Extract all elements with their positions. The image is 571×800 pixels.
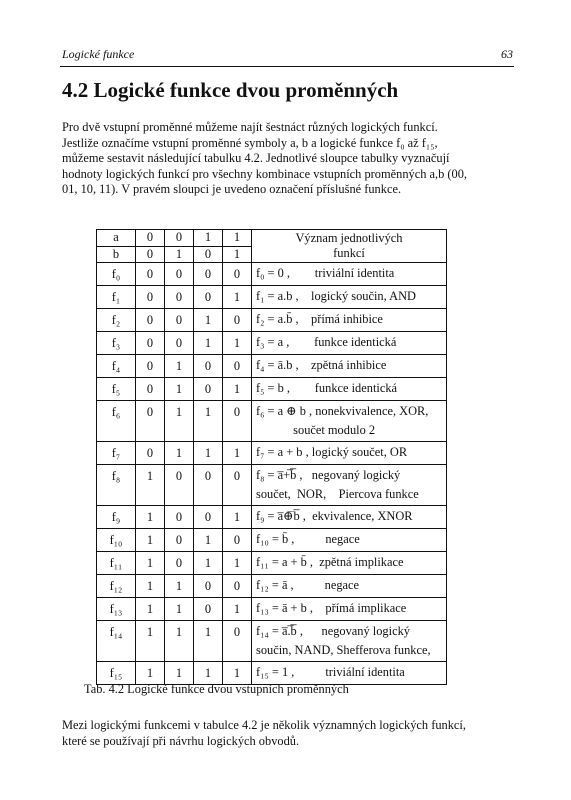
table-caption: Tab. 4.2 Logické funkce dvou vstupních proměnných xyxy=(84,682,349,696)
function-name: f₈ xyxy=(97,465,136,506)
function-value: 1 xyxy=(223,286,252,309)
function-meaning-line-2: součet, NOR, Piercova funkce xyxy=(256,487,419,501)
function-meaning-line: f₁₅ = 1 , triviální identita xyxy=(256,665,405,679)
function-value: 0 xyxy=(165,286,194,309)
function-value: 1 xyxy=(165,442,194,465)
function-value: 1 xyxy=(136,621,165,662)
table-row xyxy=(97,552,447,575)
function-value: 1 xyxy=(165,621,194,662)
row-a-value: 1 xyxy=(223,230,252,247)
function-value: 1 xyxy=(194,332,223,355)
function-value: 0 xyxy=(136,332,165,355)
closing-line: které se používají při návrhu logických obvodů. xyxy=(62,733,300,748)
function-value: 1 xyxy=(194,529,223,552)
function-meaning-line: f₉ = a̅⊕̅b̅ , ekvivalence, XNOR xyxy=(256,509,413,523)
function-meaning-line: f₈ = a̅+̅b̅ , negovaný logický xyxy=(256,468,401,482)
intro-line: 01, 10, 11). V pravém sloupci je uvedeno označení příslušné funkce. xyxy=(62,182,402,197)
function-value: 1 xyxy=(223,332,252,355)
table-row xyxy=(97,575,447,598)
function-name: f₅ xyxy=(97,378,136,401)
function-value: 0 xyxy=(194,286,223,309)
function-value: 0 xyxy=(165,465,194,506)
header-rule xyxy=(60,66,514,67)
row-a-value: 0 xyxy=(165,230,194,247)
function-value: 1 xyxy=(194,621,223,662)
function-meaning xyxy=(252,621,447,662)
function-name: f₁ xyxy=(97,286,136,309)
table-row xyxy=(97,598,447,621)
table-row xyxy=(97,621,447,662)
function-value: 1 xyxy=(194,442,223,465)
table-row xyxy=(97,378,447,401)
function-value: 1 xyxy=(223,552,252,575)
function-meaning xyxy=(252,442,447,465)
function-value: 1 xyxy=(223,662,252,685)
logic-functions-table xyxy=(96,229,447,685)
function-meaning xyxy=(252,552,447,575)
function-value: 0 xyxy=(194,263,223,286)
function-value: 0 xyxy=(194,575,223,598)
function-value: 1 xyxy=(165,598,194,621)
function-name: f₁₁ xyxy=(97,552,136,575)
function-value: 0 xyxy=(194,355,223,378)
function-meaning-line: f₂ = a.b̄ , přímá inhibice xyxy=(256,312,383,326)
intro-line: hodnoty logických funkcí pro všechny kombinace vstupních proměnných a,b (00, xyxy=(62,166,468,181)
intro-line: Pro dvě vstupní proměnné můžeme najít šestnáct různých logických funkcí. xyxy=(62,120,438,134)
function-meaning xyxy=(252,309,447,332)
function-meaning xyxy=(252,401,447,442)
closing-paragraph xyxy=(62,718,508,749)
function-value: 0 xyxy=(223,529,252,552)
row-a-value: 1 xyxy=(194,230,223,247)
function-value: 0 xyxy=(136,309,165,332)
function-value: 0 xyxy=(136,401,165,442)
closing-line: Mezi logickými funkcemi v tabulce 4.2 je několik významných logických funkcí, xyxy=(62,718,466,732)
function-name: f₉ xyxy=(97,506,136,529)
function-value: 0 xyxy=(223,465,252,506)
function-value: 1 xyxy=(136,575,165,598)
function-name: f₀ xyxy=(97,263,136,286)
function-meaning-line: f₁₁ = a + b̄ , zpětná implikace xyxy=(256,555,404,569)
function-value: 1 xyxy=(165,401,194,442)
function-meaning xyxy=(252,263,447,286)
function-value: 1 xyxy=(136,465,165,506)
function-meaning xyxy=(252,529,447,552)
function-meaning-line: f₀ = 0 , triviální identita xyxy=(256,266,395,280)
function-name: f₄ xyxy=(97,355,136,378)
function-value: 1 xyxy=(165,355,194,378)
table-row xyxy=(97,309,447,332)
function-value: 1 xyxy=(136,529,165,552)
function-meaning-line: f₁₃ = ā + b , přímá implikace xyxy=(256,601,407,615)
meaning-header-line2: funkcí xyxy=(333,246,365,260)
function-meaning xyxy=(252,506,447,529)
function-value: 0 xyxy=(223,401,252,442)
function-name: f₇ xyxy=(97,442,136,465)
intro-line: můžeme sestavit následující tabulku 4.2. Jednotlivé sloupce tabulky vyznačují xyxy=(62,151,450,166)
function-value: 0 xyxy=(165,263,194,286)
function-name: f₁₂ xyxy=(97,575,136,598)
function-value: 0 xyxy=(223,575,252,598)
table-row xyxy=(97,506,447,529)
function-value: 1 xyxy=(136,506,165,529)
function-value: 0 xyxy=(136,286,165,309)
function-meaning xyxy=(252,465,447,506)
function-name: f₁₃ xyxy=(97,598,136,621)
function-meaning-line: f₁₂ = ā , negace xyxy=(256,578,360,592)
function-value: 0 xyxy=(223,621,252,662)
function-value: 1 xyxy=(165,662,194,685)
function-value: 1 xyxy=(165,378,194,401)
row-b-value: 1 xyxy=(223,246,252,263)
intro-line: Jestliže označíme vstupní proměnné symboly a, b a logické funkce f₀ až f₁₅, xyxy=(62,135,438,150)
table-row xyxy=(97,465,447,506)
row-b-value: 0 xyxy=(136,246,165,263)
function-value: 0 xyxy=(136,263,165,286)
function-meaning-line: f₃ = a , funkce identická xyxy=(256,335,397,349)
function-value: 1 xyxy=(223,442,252,465)
row-b-value: 0 xyxy=(194,246,223,263)
function-meaning-line: f₄ = ā.b , zpětná inhibice xyxy=(256,358,387,372)
function-value: 0 xyxy=(136,355,165,378)
row-b-label: b xyxy=(97,246,136,263)
row-a-value: 0 xyxy=(136,230,165,247)
table-row xyxy=(97,286,447,309)
running-title: Logické funkce xyxy=(62,47,135,61)
function-value: 0 xyxy=(136,442,165,465)
function-meaning-line: f₇ = a + b , logický součet, OR xyxy=(256,445,408,459)
table-row xyxy=(97,442,447,465)
function-value: 1 xyxy=(194,309,223,332)
table-row xyxy=(97,355,447,378)
page-number: 63 xyxy=(501,47,513,61)
function-meaning-line-2: součet modulo 2 xyxy=(256,423,376,437)
function-value: 0 xyxy=(136,378,165,401)
function-value: 1 xyxy=(165,575,194,598)
table-row xyxy=(97,263,447,286)
function-value: 0 xyxy=(165,309,194,332)
table-row-a xyxy=(97,230,447,247)
function-name: f₆ xyxy=(97,401,136,442)
function-value: 0 xyxy=(194,506,223,529)
function-value: 0 xyxy=(165,529,194,552)
function-meaning-line-2: součin, NAND, Shefferova funkce, xyxy=(256,643,431,657)
function-meaning-line: f₅ = b , funkce identická xyxy=(256,381,398,395)
function-value: 0 xyxy=(194,378,223,401)
meaning-header xyxy=(252,230,447,263)
function-value: 0 xyxy=(165,332,194,355)
meaning-header-line1: Význam jednotlivých xyxy=(295,231,403,245)
function-value: 1 xyxy=(194,662,223,685)
function-value: 0 xyxy=(194,465,223,506)
function-value: 0 xyxy=(223,355,252,378)
function-value: 1 xyxy=(194,401,223,442)
function-value: 1 xyxy=(223,506,252,529)
function-value: 0 xyxy=(165,506,194,529)
function-meaning-line: f₁ = a.b , logický součin, AND xyxy=(256,289,416,303)
row-b-value: 1 xyxy=(165,246,194,263)
function-name: f₃ xyxy=(97,332,136,355)
function-meaning-line: f₁₀ = b̄ , negace xyxy=(256,532,360,546)
function-meaning-line: f₁₄ = a̅.̅b̅ , negovaný logický xyxy=(256,624,410,638)
function-value: 0 xyxy=(194,598,223,621)
function-name: f₁₀ xyxy=(97,529,136,552)
table-row xyxy=(97,529,447,552)
function-meaning xyxy=(252,355,447,378)
section-heading: 4.2 Logické funkce dvou proměnných xyxy=(62,78,399,102)
function-value: 1 xyxy=(223,598,252,621)
function-name: f₁₄ xyxy=(97,621,136,662)
function-value: 1 xyxy=(136,662,165,685)
function-meaning xyxy=(252,332,447,355)
function-meaning xyxy=(252,286,447,309)
function-value: 1 xyxy=(136,598,165,621)
table-row xyxy=(97,332,447,355)
function-value: 0 xyxy=(223,309,252,332)
function-name: f₁₅ xyxy=(97,662,136,685)
function-value: 1 xyxy=(136,552,165,575)
function-meaning xyxy=(252,598,447,621)
function-value: 0 xyxy=(223,263,252,286)
intro-paragraph xyxy=(62,120,508,198)
function-meaning xyxy=(252,575,447,598)
row-a-label: a xyxy=(97,230,136,247)
function-value: 0 xyxy=(165,552,194,575)
function-meaning xyxy=(252,378,447,401)
function-name: f₂ xyxy=(97,309,136,332)
function-meaning-line: f₆ = a ⊕ b , nonekvivalence, XOR, xyxy=(256,404,429,418)
function-value: 1 xyxy=(223,378,252,401)
table-row xyxy=(97,401,447,442)
function-value: 1 xyxy=(194,552,223,575)
